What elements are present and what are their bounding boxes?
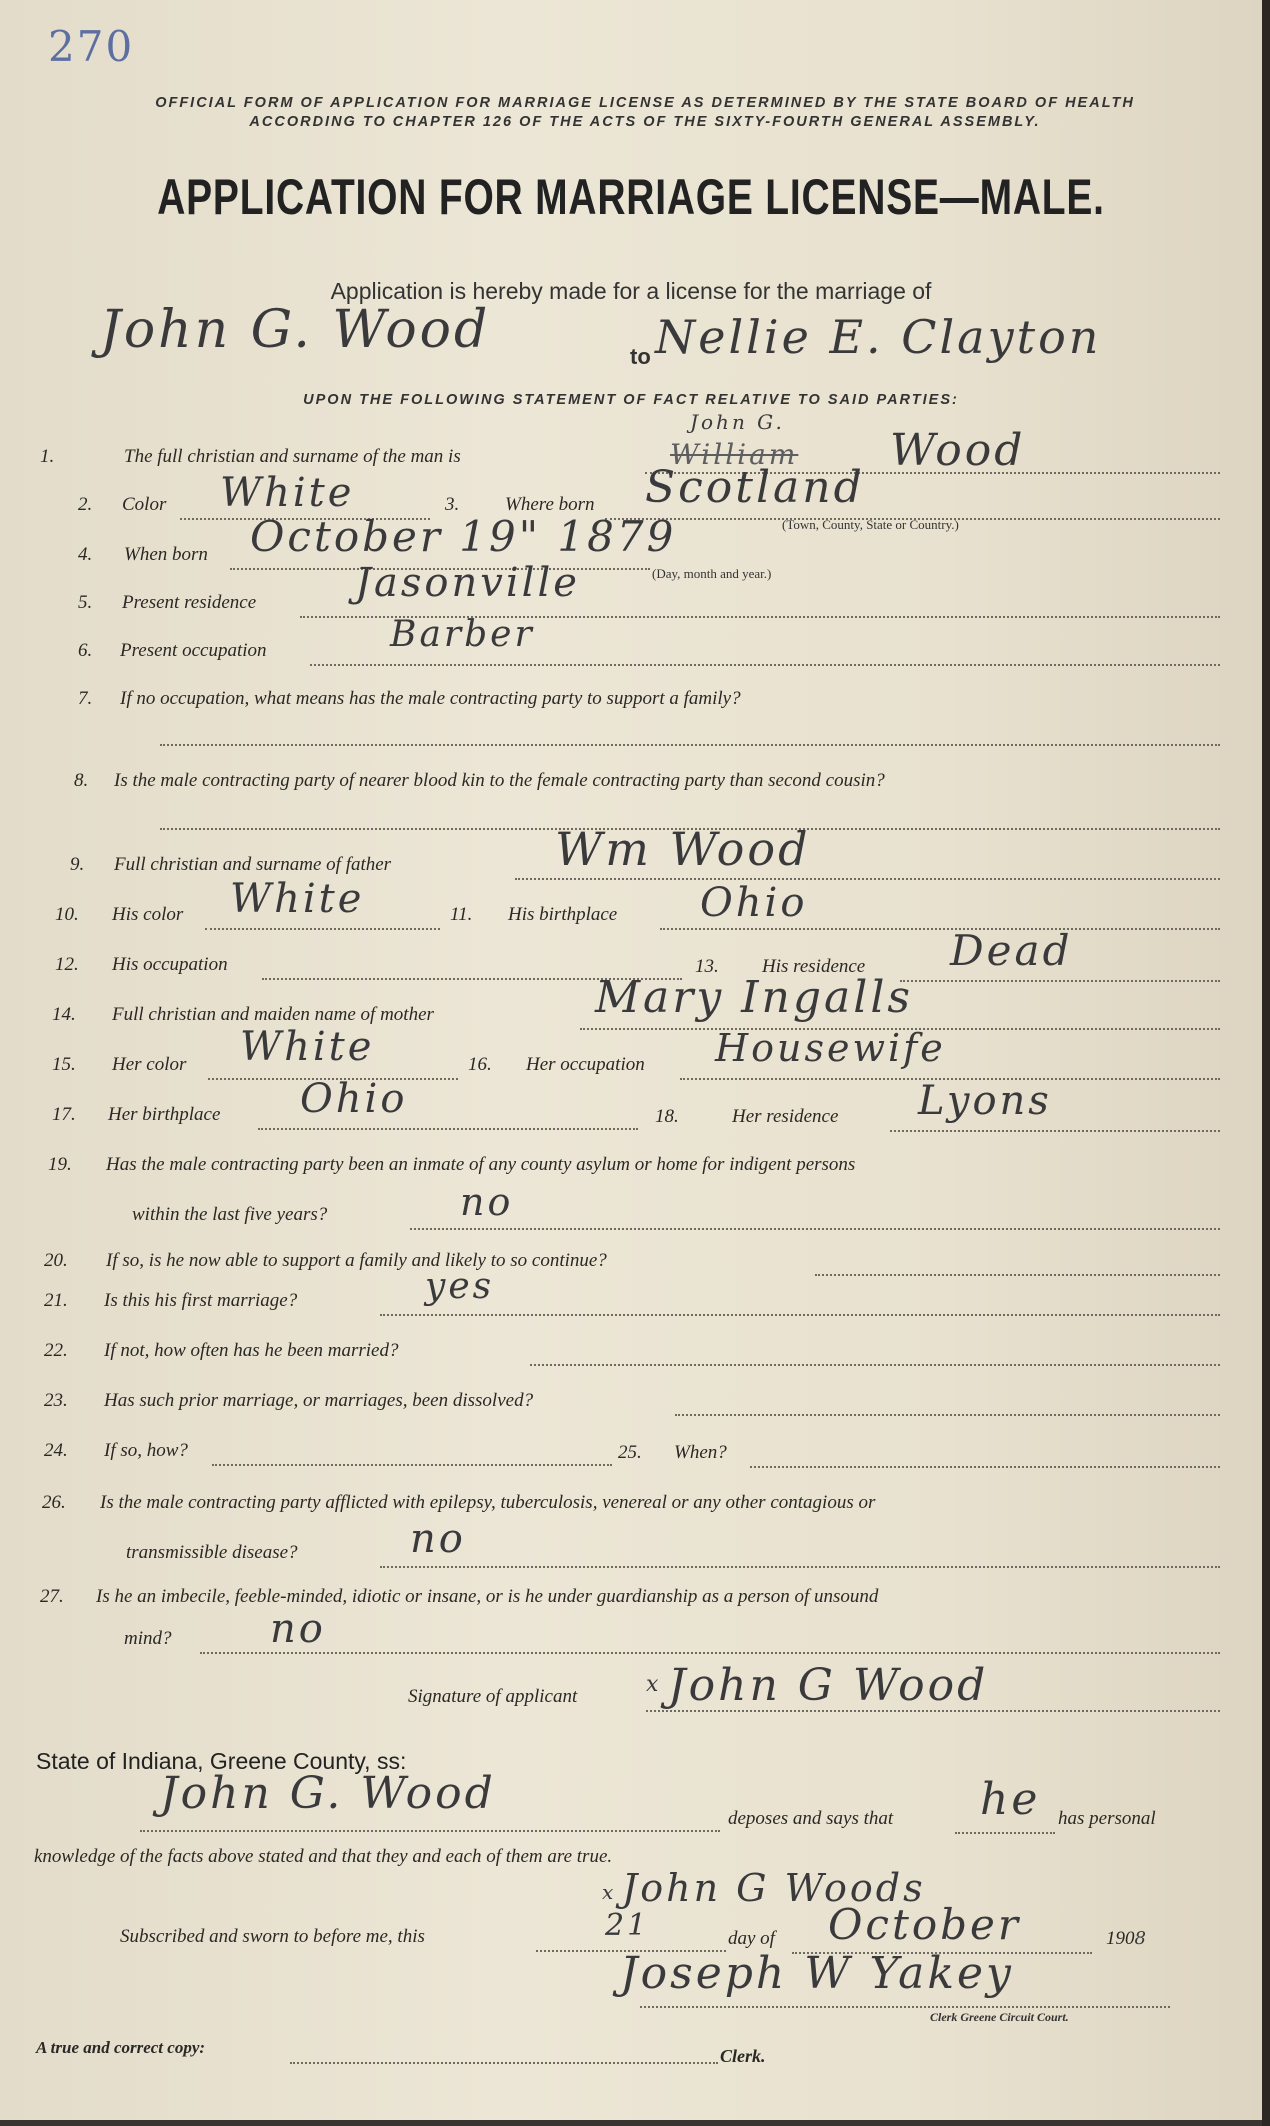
q19-number: 19. xyxy=(48,1154,72,1175)
to-label: to xyxy=(630,344,651,369)
q9-value: Wm Wood xyxy=(555,822,811,876)
q20-number: 20. xyxy=(44,1250,68,1271)
year-prefix-text: 190 xyxy=(1106,1928,1135,1949)
applicant-signature: John G Wood xyxy=(668,1660,989,1711)
official-line-2: ACCORDING TO CHAPTER 126 OF THE ACTS OF THE SIXTY-FOURTH GENERAL ASSEMBLY. xyxy=(249,114,1041,130)
deposes-text: deposes and says that xyxy=(728,1808,894,1829)
knowledge-text: knowledge of the facts above stated and that they and each of them are true. xyxy=(34,1846,613,1867)
q12-number: 12. xyxy=(55,954,79,975)
q24-number: 24. xyxy=(44,1440,68,1461)
q15-number: 15. xyxy=(52,1054,76,1075)
clerk-label: Clerk. xyxy=(720,2046,766,2066)
q7-line xyxy=(160,744,1220,746)
q11-line xyxy=(660,928,1220,930)
year-suffix: 8 xyxy=(1134,1928,1146,1949)
q16-number: 16. xyxy=(468,1054,492,1075)
q5-value: Jasonville xyxy=(355,560,580,606)
q10-label: His color xyxy=(112,904,184,925)
q25-line xyxy=(750,1466,1220,1468)
q19-label-2: within the last five years? xyxy=(132,1204,328,1225)
q3-number: 3. xyxy=(445,494,460,515)
q27-line xyxy=(200,1652,1220,1654)
q25-label: When? xyxy=(674,1442,727,1463)
clerk-signature: Joseph W Yakey xyxy=(620,1948,1014,1999)
q11-label: His birthplace xyxy=(508,904,618,925)
q6-line xyxy=(310,664,1220,666)
q6-value: Barber xyxy=(390,614,535,655)
q15-label: Her color xyxy=(112,1054,187,1075)
q6-number: 6. xyxy=(78,640,93,661)
q10-value: White xyxy=(230,876,365,922)
q10-number: 10. xyxy=(55,904,79,925)
official-form-notice xyxy=(70,94,1220,132)
q5-number: 5. xyxy=(78,592,93,613)
q4-hint: (Day, month and year.) xyxy=(652,566,772,581)
q26-label: Is the male contracting party afflicted with epilepsy, tuberculosis, venereal or any other contagious or xyxy=(100,1492,876,1513)
q16-value: Housewife xyxy=(715,1026,946,1070)
upon-statement: UPON THE FOLLOWING STATEMENT OF FACT RELATIVE TO SAID PARTIES: xyxy=(303,392,959,408)
q16-label: Her occupation xyxy=(526,1054,645,1075)
q18-line xyxy=(890,1130,1220,1132)
signature-mark: x xyxy=(646,1672,662,1697)
day-of-text: day of xyxy=(728,1928,775,1949)
q23-label: Has such prior marriage, or marriages, been dissolved? xyxy=(104,1390,534,1411)
q14-value: Mary Ingalls xyxy=(595,972,914,1023)
q26-label-2: transmissible disease? xyxy=(126,1542,298,1563)
q17-label: Her birthplace xyxy=(108,1104,221,1125)
q6-label: Present occupation xyxy=(120,640,267,661)
q25-number: 25. xyxy=(618,1442,642,1463)
true-copy-text: A true and correct copy: xyxy=(36,2038,206,2057)
q27-label-2: mind? xyxy=(124,1628,172,1649)
q5-label: Present residence xyxy=(122,592,257,613)
q9-line xyxy=(515,878,1220,880)
day-value: 21 xyxy=(605,1908,650,1943)
q27-label: Is he an imbecile, feeble-minded, idiotic or insane, or is he under guardianship as a person of unsound xyxy=(96,1586,879,1607)
q2-label: Color xyxy=(122,494,167,515)
clerk-court-title: Clerk Greene Circuit Court. xyxy=(930,2010,1069,2024)
q3-label: Where born xyxy=(505,494,595,515)
q1-inserted-name: John G. xyxy=(690,410,785,434)
q18-label: Her residence xyxy=(732,1106,839,1127)
has-personal-text: has personal xyxy=(1058,1808,1156,1829)
q24-line xyxy=(212,1464,612,1466)
q26-number: 26. xyxy=(42,1492,66,1513)
year-prefix xyxy=(1106,1928,1146,1950)
q4-number: 4. xyxy=(78,544,93,565)
q23-number: 23. xyxy=(44,1390,68,1411)
q18-number: 18. xyxy=(655,1106,679,1127)
pronoun-line xyxy=(955,1832,1055,1834)
q17-value: Ohio xyxy=(300,1076,408,1122)
q22-line xyxy=(530,1364,1220,1366)
q21-label: Is this his first marriage? xyxy=(104,1290,298,1311)
q21-number: 21. xyxy=(44,1290,68,1311)
q23-line xyxy=(675,1414,1220,1416)
q13-line xyxy=(900,980,1220,982)
month-value: October xyxy=(828,1900,1021,1949)
q17-line xyxy=(258,1128,638,1130)
page-title: APPLICATION FOR MARRIAGE LICENSE—MALE. xyxy=(157,169,1105,225)
q7-label: If no occupation, what means has the male contracting party to support a family? xyxy=(120,688,741,709)
q14-label: Full christian and maiden name of mother xyxy=(112,1004,434,1025)
q3-hint: (Town, County, State or Country.) xyxy=(782,517,959,532)
q20-label: If so, is he now able to support a family and likely to so continue? xyxy=(106,1250,607,1271)
q14-number: 14. xyxy=(52,1004,76,1025)
signature-label: Signature of applicant xyxy=(408,1686,578,1707)
state-county-heading: State of Indiana, Greene County, ss: xyxy=(36,1748,407,1774)
q19-line xyxy=(410,1228,1220,1230)
q11-number: 11. xyxy=(450,904,473,925)
deponent-signature: John G Woods xyxy=(622,1866,926,1910)
q1-label: The full christian and surname of the man is xyxy=(124,446,461,467)
q21-line xyxy=(380,1314,1220,1316)
q9-label: Full christian and surname of father xyxy=(114,854,392,875)
q4-label: When born xyxy=(124,544,208,565)
subscribed-text: Subscribed and sworn to before me, this xyxy=(120,1926,425,1947)
q2-number: 2. xyxy=(78,494,93,515)
official-line-1: OFFICIAL FORM OF APPLICATION FOR MARRIAGE LICENSE AS DETERMINED BY THE STATE BOARD OF HEALTH xyxy=(155,95,1135,111)
true-copy-line xyxy=(290,2062,718,2064)
q13-value: Dead xyxy=(950,926,1073,975)
q26-value: no xyxy=(410,1516,466,1562)
q18-value: Lyons xyxy=(918,1078,1052,1124)
intro-text: Application is hereby made for a license for the marriage of xyxy=(330,278,932,304)
page-binding-edge xyxy=(1262,0,1270,2126)
q15-value: White xyxy=(240,1024,375,1070)
deponent-name: John G. Wood xyxy=(160,1768,496,1819)
q12-label: His occupation xyxy=(112,954,228,975)
q19-label: Has the male contracting party been an inmate of any county asylum or home for indigent persons xyxy=(106,1154,856,1175)
q1-struck-name: William xyxy=(670,438,799,471)
deponent-sig-mark: x xyxy=(602,1880,617,1904)
q1-surname: Wood xyxy=(890,425,1026,476)
q21-value: yes xyxy=(425,1266,495,1307)
q13-number: 13. xyxy=(695,956,719,977)
q9-number: 9. xyxy=(70,854,85,875)
q24-label: If so, how? xyxy=(104,1440,188,1461)
q13-label: His residence xyxy=(762,956,866,977)
bride-name: Nellie E. Clayton xyxy=(655,310,1102,364)
groom-name: John G. Wood xyxy=(100,300,491,360)
q26-line xyxy=(380,1566,1220,1568)
q7-number: 7. xyxy=(78,688,93,709)
q27-number: 27. xyxy=(40,1586,64,1607)
q20-line xyxy=(815,1274,1220,1276)
q22-label: If not, how often has he been married? xyxy=(104,1340,399,1361)
q22-number: 22. xyxy=(44,1340,68,1361)
page-number: 270 xyxy=(48,22,135,71)
q11-value: Ohio xyxy=(700,880,808,926)
q19-value: no xyxy=(460,1180,514,1224)
q3-value: Scotland xyxy=(645,462,865,513)
q4-value: October 19" 1879 xyxy=(250,512,677,561)
deponent-line xyxy=(140,1830,720,1832)
q8-label: Is the male contracting party of nearer blood kin to the female contracting party than second cousin? xyxy=(114,770,885,791)
q2-value: White xyxy=(220,470,355,516)
q10-line xyxy=(205,928,440,930)
q1-number: 1. xyxy=(40,446,55,467)
pronoun-value: he xyxy=(980,1774,1041,1825)
clerk-sig-line xyxy=(640,2006,1170,2008)
q27-value: no xyxy=(270,1606,326,1652)
q8-number: 8. xyxy=(74,770,89,791)
q17-number: 17. xyxy=(52,1104,76,1125)
